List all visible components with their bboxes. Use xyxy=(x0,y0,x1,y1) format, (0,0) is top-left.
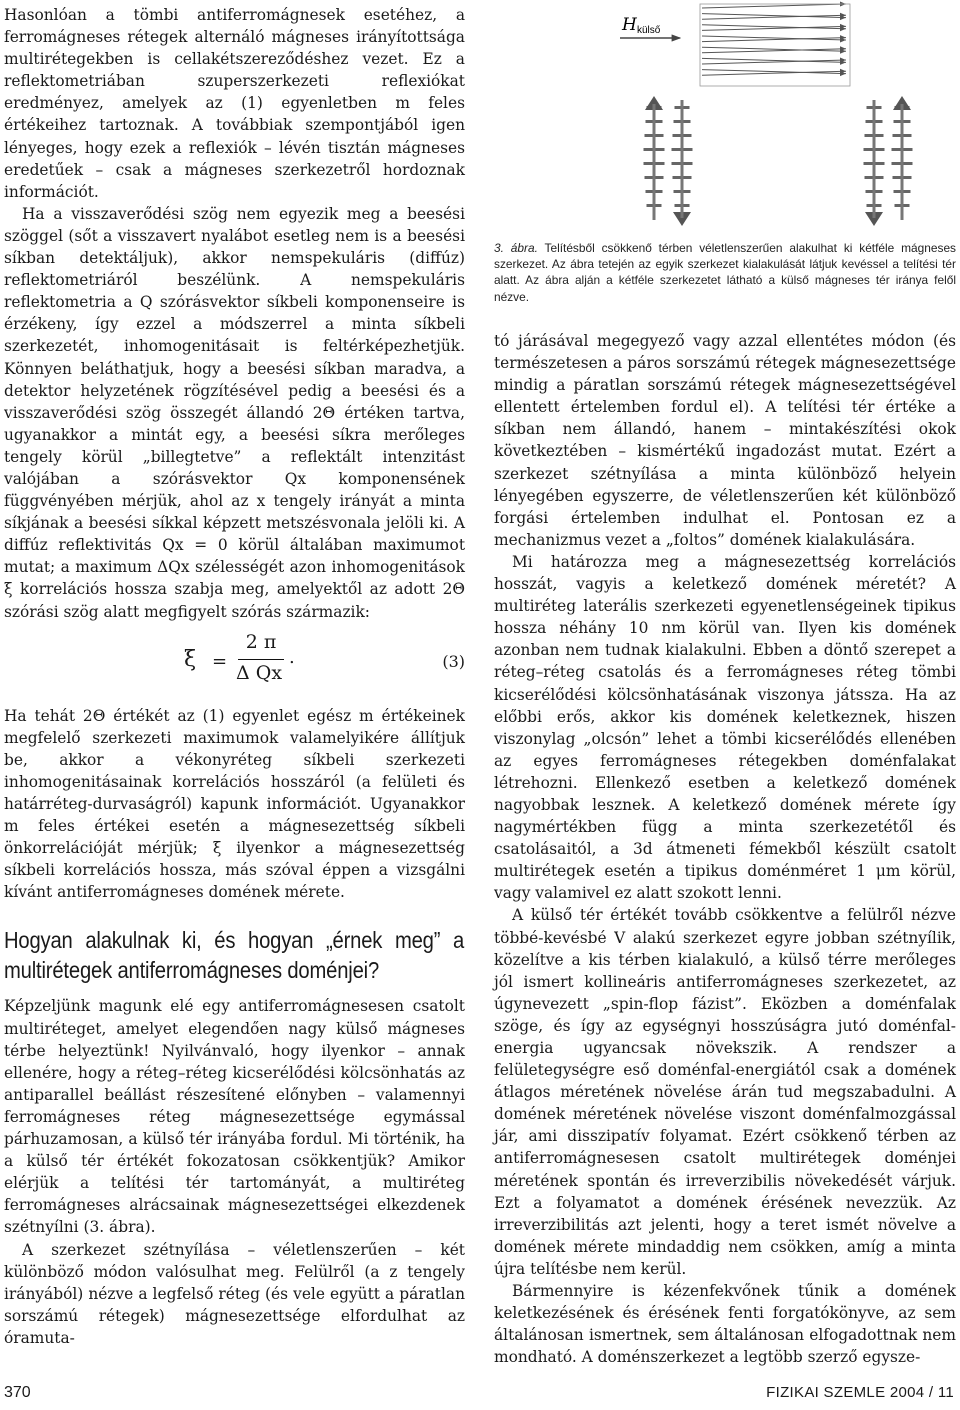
paragraph: Ha tehát 2Θ értékét az (1) egyenlet egész m értékeinek megfelelő szerkezeti maximumok valamelyikére állítjuk be, akkor a vékonyréteg síkbeli szerkezeti inhomogenitásainak korrelációs hosszáról (a felületi és határréteg-durvaságról) kapunk információt. Ugyanakkor m feles értékei esetén a mágnesezettség síkbeli önkorrelációját mérjük; ξ ilyenkor a mágnesezettség síkbeli korrelációs hossza, más szóval éppen a vizsgálni kívánt antiferromágneses domének mérete. xyxy=(4,706,465,902)
left-column xyxy=(4,4,465,1349)
eq-number: (3) xyxy=(442,651,465,671)
paragraph: Hasonlóan a tömbi antiferromágnesek esetéhez, a ferromágneses rétegek alternáló mágneses irányítottsága multirétegekben is cellakétszereződéshez vezet. Ez a reflektometriában szuperszerkezeti reflexiókat eredményez, amelyek az (1) egyenletben m feles értékeihez tartoznak. A továbbiak szempontjából igen lényeges, hogy ezek a reflexiók – lévén tisztán mágneses eredetűek – csak a mágneses szerkezetről hordoznak információt. xyxy=(4,6,465,201)
paragraph: Képzeljünk magunk elé egy antiferromágnesesen csatolt multiréteget, amelyet elegendően nagy külső mágneses térbe helyeztünk! Nyilvánvaló, hogy ilyenkor – annak ellenére, hogy a réteg–réteg kicserélődési kölcsönhatás az antiparallel beállást részesítené előnyben – valamennyi ferromágneses réteg mágnesezettsége egymással párhuzamosan, a külső tér irányába fordul. Mi történik, ha a külső tér értékét fokozatosan csökkentjük? Amikor elérjük a telítési tér tartományát, a multiréteg ferromágneses alrácsainak mágnesezettségei elkezdenek szétnyílni (3. ábra). xyxy=(4,997,465,1237)
paragraph: A külső tér értékét tovább csökkentve a felülről nézve többé-kevésbé V alakú szerkezet egyre jobban szétnyílik, közelítve a kis térben kialakuló, a külső térre merőleges jól ismert kollineáris antiferromágneses szerkezetet, az úgynevezett „spin-flop fázist”. Eközben a doménfalak szöge, és így az egységnyi hosszúságra jutó doménfal-energia ugyancsak növekszik. A rendszer a felületegységre eső doménfal-energiától csak a domének átlagos méretének növelése árán tud megszabadulni. A domének méretének növelése viszont doménfalmozgással jár, ami disszipatív folyamat. Ezért csökkenő térben az antiferromágnesesen csatolt multirétegek doménjei méretének spontán és irreverzibilis növekedését várjuk. Ezt a folyamatot a domének érésének nevezzük. Az irreverzibilitás azt jelenti, hogy a teret ismét növelve a domének mérete mindaddig nem csökken, amíg a minta újra telítésbe nem kerül. xyxy=(494,906,956,1278)
eq-denominator: Δ Qx xyxy=(236,661,283,684)
figure-3 xyxy=(494,0,956,232)
caption-text: Telítésből csökkenő térben véletlenszerűen alakulhat ki kétféle mágneses szerkezet. Az ábra tetején az egyik szerkezet kialakulását látjuk kevéssel a telítési tér alatt. Az ábra alján a kétféle szerkezetet látható a külső mágneses tér iránya felől nézve. xyxy=(494,241,956,304)
v-shaped-layer-stack xyxy=(700,2,850,87)
domain-structure-right xyxy=(864,96,913,226)
right-column xyxy=(494,330,956,1368)
paragraph: Ha a visszaverődési szög nem egyezik meg a beesési szöggel (sőt a visszavert nyalábot esetleg nem is a beesési síkban detektáljuk), akkor nemspekuláris (diffúz) reflektometriáról beszélünk. A nemspekuláris reflektometria a Q szórásvektor síkbeli komponenseire is érzékeny, így ezzel a módszerrel a minta síkbeli szerkezetét, inhomogenitásait is feltérképezhetjük. Könnyen beláthatjuk, hogy a beesési síkban maradva, a detektor helyzetének rögzítésével pedig a beesési és a visszaverődési szög összegét állandó 2Θ értéken tartva, ugyanakkor a mintát egy, a beesési síkra merőleges tengely körül „billegtetve” a reflektált intenzitást valójában a szórásvektor Qx komponensének függvényében mérjük, ahol az x tengely irányát a minta síkjának a beesési síkkal képzett metszésvonala jelöli ki. A diffúz reflektivitás Qx = 0 körül általában maximumot mutat; a maximum ΔQx szélességét azon inhomogenitások ξ korrelációs hossza szabja meg, amelyektől az adott 2Θ szórási szög alatt megfigyelt szórás származik: xyxy=(4,204,465,621)
paragraph: Bármennyire is kézenfekvőnek tűnik a domének keletkezésének és érésének fenti forgatókönyve, az sem általánosan ismertnek, sem általánosan elfogadottnak nem mondható. A doménszerkezet a legtöbb szerző egysze- xyxy=(494,1282,956,1367)
figure-caption xyxy=(494,240,956,305)
field-subscript: külső xyxy=(637,25,661,36)
paragraph: tó járásával megegyező vagy azzal ellentétes módon (és természetesen a páros sorszámú rétegek mágnesezettsége mindig a páratlan sorszámú rétegek mágnesezettségével ellentett értelemben fordul el). A telítési tér értéke a síkban nem állandó, hanem – mintakészítési okok következtében – kismértékű ingadozást mutat. Ezért a szerkezet szétnyílása a minta különböző helyein lényegében egyszerre, de véletlenszerűen két különböző forgási értelemben indulhat el. Pontosan ez a mechanizmus vezet a „foltos” domének kialakulására. xyxy=(494,332,956,549)
eq-sign: = xyxy=(212,650,228,672)
magnetic-structure-diagram xyxy=(494,0,956,232)
paragraph: A szerkezet szétnyílása – véletlenszerűen – két különböző módon valósulhat meg. Felülről (a z tengely irányából) nézve a legfelső réteg (és vele együtt a páratlan sorszámú rétegek) mágnesezettsége elfordulhat az óramuta- xyxy=(4,1240,465,1347)
caption-number: 3. ábra. xyxy=(494,241,538,255)
stack-outline xyxy=(700,4,850,86)
layer-line xyxy=(702,4,846,8)
page-number: 370 xyxy=(4,1384,31,1401)
eq-lhs: ξ xyxy=(184,646,197,672)
equation-3 xyxy=(4,631,465,691)
journal-footer: FIZIKAI SZEMLE 2004 / 11 xyxy=(766,1384,954,1401)
field-label: H xyxy=(622,15,637,35)
paragraph: Mi határozza meg a mágnesezettség korrelációs hosszát, vagyis a keletkező domének méretét? A multiréteg laterális szerkezeti egyenetlenségeinek tipikus hossza néhány 10 nm körül van. Ilyen kis domének azonban nem tudnak kialakulni. Ebben a döntő szerepet a réteg–réteg csatolás és a ferromágneses réteg tömbi kicserélődési kölcsönhatásának viszonya játssza. Ha az előbbi erős, akkor kis domének keletkeznek, hiszen viszonylag „olcsón” lehet a tömbi kicserélődés ellenében az egyes ferromágneses rétegekben doménfalakat létrehozni. Ellenkező esetben a keletkező domének nagyobbak lesznek. A keletkező domének mérete így nagymértékben függ a minta szerkezetétől és csatolásaitól, a 3d átmeneti fémekből készült csatolt multirétegek esetén a tipikus doménméret 1 μm körül, vagy valamivel ez alatt szokott lenni. xyxy=(494,552,956,903)
eq-period: . xyxy=(289,646,295,668)
section-heading: Hogyan alakulnak ki, és hogyan „érnek meg” a multirétegek antiferromágneses doménjei? xyxy=(4,927,465,984)
domain-structure-left xyxy=(644,96,693,226)
eq-numerator: 2 π xyxy=(245,630,277,653)
fraction-bar xyxy=(238,659,284,660)
